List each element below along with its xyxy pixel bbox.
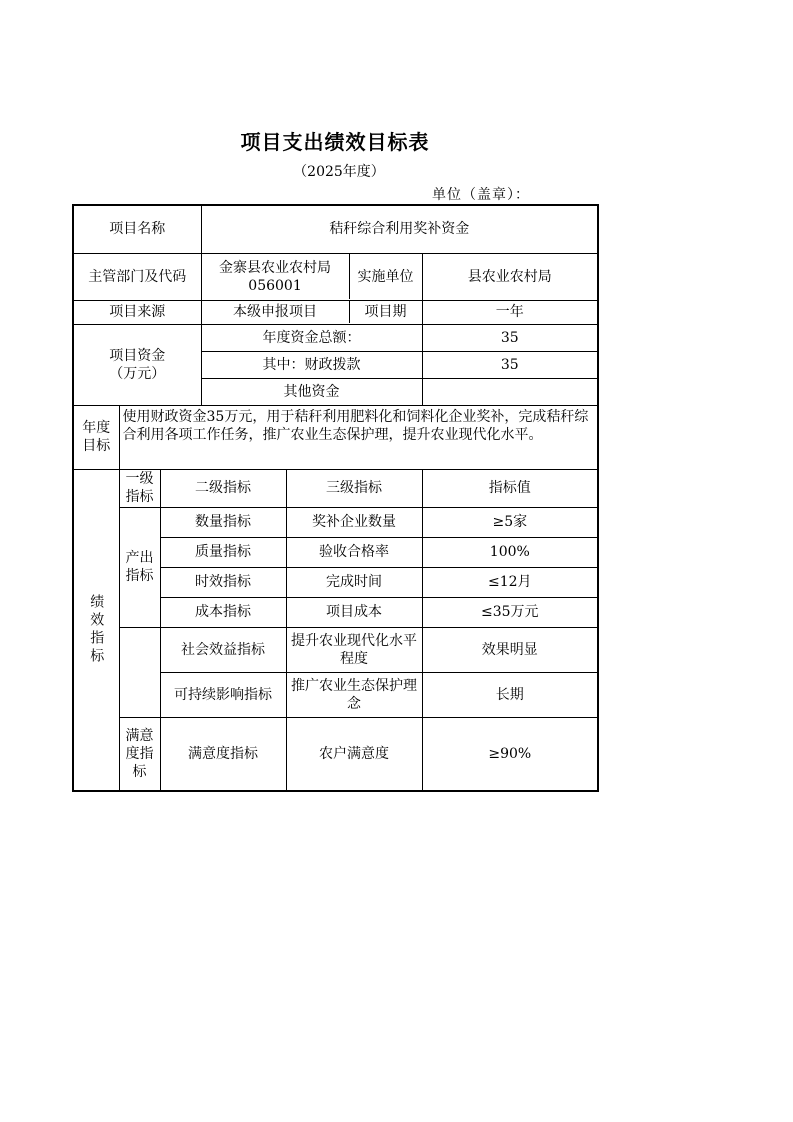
benefit-level1-empty [119,627,160,717]
indicator-header-row [73,469,598,507]
funds-label-line2: （万元） [109,365,166,382]
department-name: 金寨县农业农村局 [219,259,332,276]
annual-goal-row [73,405,598,469]
funds-total-row [73,324,598,351]
output-row-4-level3: 项目成本 [286,597,422,627]
source-value: 本级申报项目 [233,304,318,320]
output-row-2-level2: 质量指标 [160,537,286,567]
header-value: 指标值 [422,469,598,507]
funds-fiscal-label: 其中：财政拨款 [201,351,422,378]
output-row-1-value: ≥5家 [422,507,598,537]
annual-goal-label [73,405,119,469]
funds-label [73,324,201,405]
output-row-1-level2: 数量指标 [160,507,286,537]
period-label: 项目期 [364,304,407,320]
benefit-row-1-level2: 社会效益指标 [160,627,286,672]
annual-goal-label-line2: 目标 [82,438,111,454]
satisfaction-label: 满意度指标 [119,717,160,791]
project-name-row [73,205,598,253]
project-name-label: 项目名称 [73,205,201,253]
source-row [73,300,598,324]
indicator-section-text: 绩效指标 [88,593,105,666]
header-level3: 三级指标 [286,469,422,507]
annual-goal-label-line1: 年度 [82,420,111,436]
header-level2: 二级指标 [160,469,286,507]
satisfaction-value: ≥90% [422,717,598,791]
department-cell [201,253,422,300]
benefit-row-2-level2: 可持续影响指标 [160,672,286,717]
page-title: 项目支出绩效目标表 [240,130,430,154]
funds-other-label: 其他资金 [201,378,422,405]
annual-goal-text: 使用财政资金35万元，用于秸秆利用肥料化和饲料化企业奖补，完成秸秆综合利用各项工作任务，推广农业生态保护理，提升农业现代化水平。 [119,405,598,469]
header-level1: 一级指标 [119,469,160,507]
benefit-row-1-value: 效果明显 [422,627,598,672]
indicator-section-label [73,469,119,791]
output-row-4-level2: 成本指标 [160,597,286,627]
output-label: 产出指标 [119,507,160,627]
funds-label-line1: 项目资金 [109,347,166,364]
implementing-unit-label: 实施单位 [357,268,414,285]
implementing-unit-value: 县农业农村局 [422,253,598,300]
satisfaction-row [73,717,598,791]
output-row-4-value: ≤35万元 [422,597,598,627]
output-row-3-value: ≤12月 [422,567,598,597]
period-value: 一年 [422,300,598,324]
output-row-1 [73,507,598,537]
benefit-row-2-level3: 推广农业生态保护理念 [286,672,422,717]
output-row-1-level3: 奖补企业数量 [286,507,422,537]
funds-total-value: 35 [422,324,598,351]
department-row [73,253,598,300]
satisfaction-level2: 满意度指标 [160,717,286,791]
benefit-row-2-value: 长期 [422,672,598,717]
performance-target-table [72,204,599,792]
benefit-row-1-level3: 提升农业现代化水平程度 [286,627,422,672]
source-label: 项目来源 [73,300,201,324]
output-row-3-level3: 完成时间 [286,567,422,597]
unit-seal-label: 单位（盖章）： [432,187,530,203]
department-code: 056001 [248,277,302,294]
funds-fiscal-value: 35 [422,351,598,378]
benefit-row-1 [73,627,598,672]
department-label: 主管部门及代码 [73,253,201,300]
year-subtitle: （2025年度） [293,164,385,180]
source-cell [201,300,422,324]
satisfaction-level3: 农户满意度 [286,717,422,791]
funds-total-label: 年度资金总额： [201,324,422,351]
project-name-value: 秸秆综合利用奖补资金 [201,205,598,253]
output-row-2-level3: 验收合格率 [286,537,422,567]
output-row-2-value: 100% [422,537,598,567]
output-row-3-level2: 时效指标 [160,567,286,597]
funds-other-value [422,378,598,405]
